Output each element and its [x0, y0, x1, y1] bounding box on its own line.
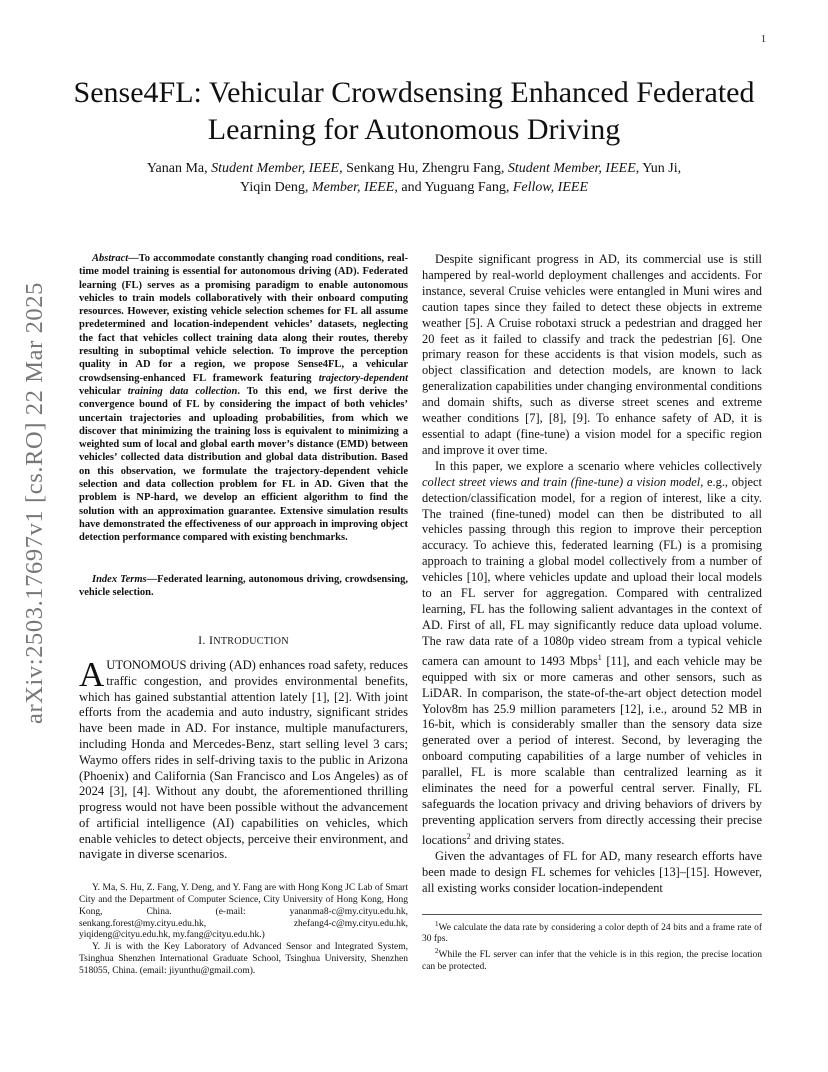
- author-list: [70, 159, 758, 197]
- arxiv-stamp: arXiv:2503.17697v1 [cs.RO] 22 Mar 2025: [21, 282, 48, 724]
- affiliation-note-1: Y. Ma, S. Hu, Z. Fang, Y. Deng, and Y. Fang are with Hong Kong JC Lab of Smart City and the Department of Computer Science, City University of Hong Kong, Hong Kong, China. (e-mail: yananma8-c@my.cityu.edu.hk, senkang.forest@my.cityu.edu.hk, zhefang4-c@my.cityu.edu.hk, yiqideng@cityu.edu.hk, my.fang@cityu.edu.hk.): [79, 883, 408, 941]
- footnote-2: $^2$While the FL server can infer that the vehicle is in this region, the precise location can be protected.: [422, 947, 762, 973]
- left-column: [79, 252, 408, 978]
- body-paragraph-2: In this paper, we explore a scenario where vehicles collectively collect street views and train (fine-tune) a vision model, e.g., object detection/classification model, for a region of interest, like a city. The trained (fine-tuned) model can then be distributed to all vehicles passing through this region to improve their perception accuracy. To achieve this, federated learning (FL) is a promising approach to training a global model collectively from a number of vehicles [10], where vehicles update and upload their local models to an FL server for aggregation. Compared with centralized learning, FL has the following salient advantages in the context of AD. First of all, FL may significantly reduce data upload volume. The raw data rate of a 1080p video stream from a typical vehicle camera can amount to 1493 Mbps$^1$ [11], and each vehicle may be equipped with six or more cameras and other sensors, such as LiDAR. In comparison, the state-of-the-art object detection model Yolov8m has 25.9 million parameters [12], i.e., around 52 MB in 16-bit, which is considerably smaller than the sensory data size generated over a period of interest. Second, by leveraging the onboard computing capabilities of a large number of vehicles in parallel, FL is more scalable than centralized learning as it eliminates the need for a powerful central server. Finally, FL safeguards the location privacy and driving behaviors of drivers by preventing application servers from directly accessing their precise locations$^2$ and driving states.: [422, 458, 762, 847]
- intro-paragraph-1: AUTONOMOUS driving (AD) enhances road safety, reduces traffic congestion, and provides environmental benefits, which has gained substantial attention lately [1], [2]. With joint efforts from the academia and auto industry, significant strides have been made in AD. For instance, multiple manufacturers, including Honda and Mercedes-Benz, start selling level 3 cars; Waymo offers rides in self-driving taxis to the public in Arizona (Phoenix) and California (San Francisco and Los Angeles) as of 2024 [3], [4]. Without any doubt, the aforementioned thrilling progress would not have been possible without the advancement of artificial intelligence (AI) capabilities on vehicles, which enable vehicles to detect objects, perceive their environment, and navigate in diverse scenarios.: [79, 654, 408, 862]
- index-terms: Index Terms—Federated learning, autonomous driving, crowdsensing, vehicle selection.: [79, 573, 408, 598]
- abstract-label: Abstract: [92, 253, 129, 264]
- page-number: 1: [761, 34, 766, 45]
- authors-line-1: Yanan Ma, Student Member, IEEE, Senkang Hu, Zhengru Fang, Student Member, IEEE, Yun Ji,: [146, 161, 682, 176]
- body-paragraph-3: Given the advantages of FL for AD, many research efforts have been made to design FL schemes for vehicles [13]–[15]. However, all existing works consider location-independent: [422, 848, 762, 895]
- title-block: [70, 74, 758, 197]
- right-column: [422, 252, 762, 974]
- footnote-ref-2[interactable]: 2: [466, 831, 471, 841]
- index-terms-label: Index Terms: [92, 573, 147, 585]
- footnote-ref-1[interactable]: 1: [597, 652, 602, 662]
- affiliation-footnotes: [79, 883, 408, 977]
- drop-cap: A: [79, 654, 105, 694]
- abstract: Abstract—To accommodate constantly changing road conditions, real-time model training is essential for autonomous driving (AD). Federated learning (FL) serves as a promising paradigm to enable autonomous vehicles to train models collaboratively with their onboard computing resources. However, existing vehicle selection schemes for FL all assume predetermined and location-independent vehicles’ datasets, neglecting the fact that vehicles collect training data along their routes, thereby resulting in suboptimal vehicle selection. To improve the perception quality in AD for a region, we propose Sense4FL, a vehicular crowdsensing-enhanced FL framework featuring trajectory-dependent vehicular training data collection. To this end, we first derive the convergence bound of FL by considering the impact of both vehicles’ uncertain trajectories and uploading probabilities, from which we discover that minimizing the training loss is equivalent to minimizing a weighted sum of local and global earth mover’s distance (EMD) between vehicles’ collected data distribution and global data distribution. Based on this observation, we formulate the trajectory-dependent vehicle selection and data collection problem for FL in AD. Given that the problem is NP-hard, we develop an efficient algorithm to find the solution with an approximation guarantee. Extensive simulation results have demonstrated the effectiveness of our approach in improving object detection performance compared with existing benchmarks.: [79, 253, 408, 544]
- authors-line-2: Yiqin Deng, Member, IEEE, and Yuguang Fang, Fellow, IEEE: [239, 180, 588, 195]
- section-heading-introduction: I. INTRODUCTION: [198, 633, 289, 648]
- footnote-1: $^1$We calculate the data rate by considering a color depth of 24 bits and a frame rate of 30 fps.: [422, 919, 762, 945]
- body-paragraph-1: Despite significant progress in AD, its commercial use is still hampered by real-world deployment challenges and accidents. For instance, several Cruise vehicles were entangled in Muni wires and caution tapes since they failed to detect these objects in extreme weather [5]. A Cruise robotaxi struck a pedestrian and dragged her 20 feet as it failed to classify and track the pedestrian [6]. One primary reason for these accidents is that vision models, such as object classification and detection models, are known to lack generalization capabilities under changing environmental conditions and domain shifts, such as diverse street scenes and extreme weather conditions [7], [8], [9]. To enhance safety of AD, it is essential to adapt (fine-tune) a vision model for a specific region and improve it over time.: [422, 252, 762, 457]
- affiliation-note-2: Y. Ji is with the Key Laboratory of Advanced Sensor and Integrated System, Tsinghua Shenzhen International Graduate School, Tsinghua University, Shenzhen 518055, China. (email: jiyunthu@gmail.com).: [79, 942, 408, 976]
- footnotes: [422, 914, 762, 975]
- paper-title: Sense4FL: Vehicular Crowdsensing Enhanced Federated Learning for Autonomous Driving: [73, 76, 755, 146]
